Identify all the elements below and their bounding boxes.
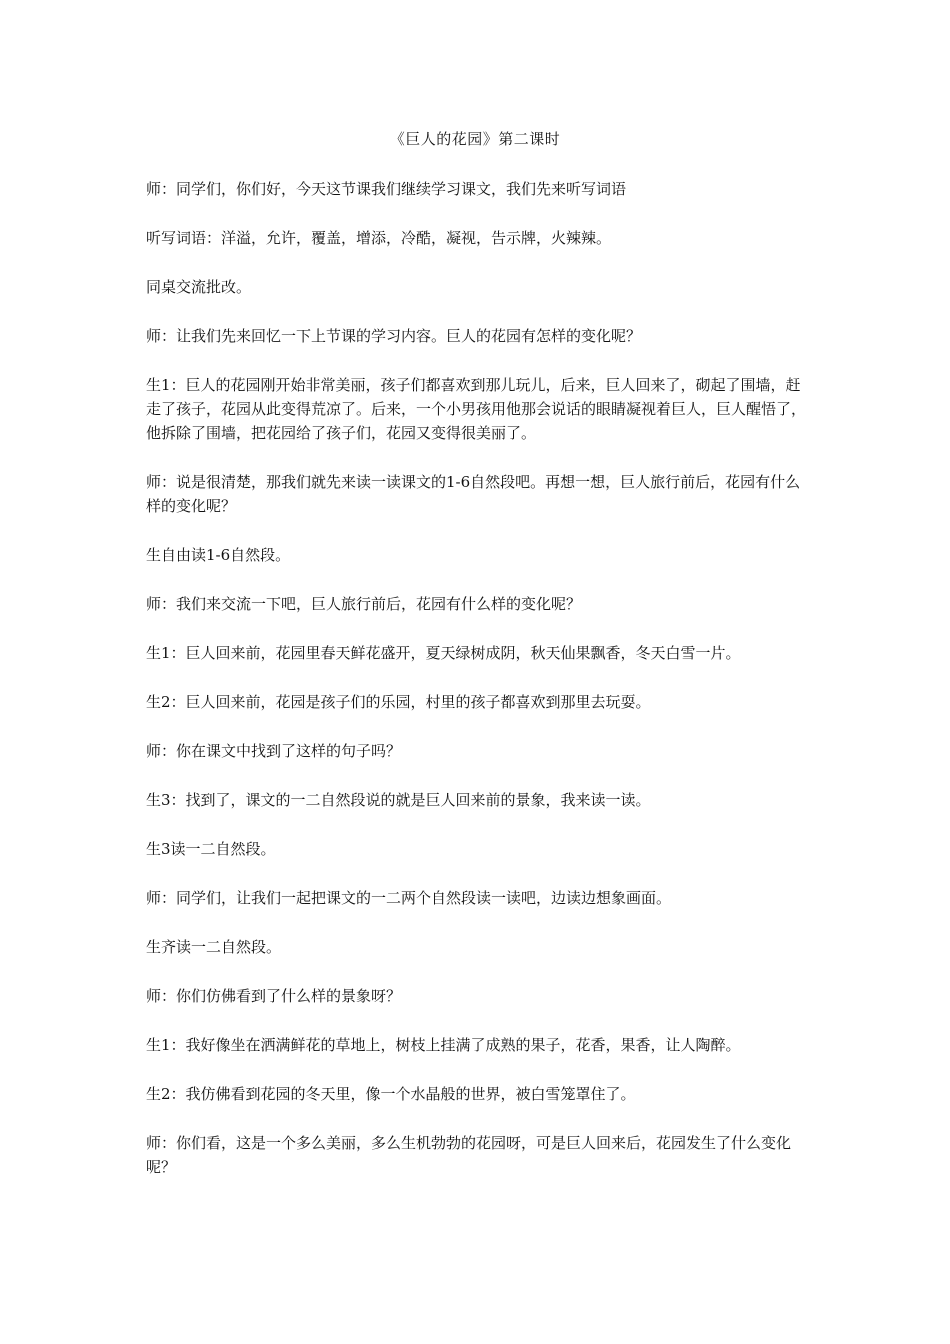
paragraph: 生1：我好像坐在洒满鲜花的草地上，树枝上挂满了成熟的果子，花香，果香，让人陶醉。	[146, 1036, 741, 1054]
paragraph: 生1：巨人的花园刚开始非常美丽，孩子们都喜欢到那儿玩儿，后来，巨人回来了，砌起了围墙，赶走了孩子，花园从此变得荒凉了。后来，一个小男孩用他那会说话的眼睛凝视着巨人，巨人醒悟了，他拆除了围墙，把花园给了孩子们，花园又变得很美丽了。	[146, 376, 807, 442]
paragraph: 师：你们看，这是一个多么美丽，多么生机勃勃的花园呀，可是巨人回来后，花园发生了什么变化呢？	[146, 1134, 792, 1176]
paragraph: 生2：我仿佛看到花园的冬天里，像一个水晶般的世界，被白雪笼罩住了。	[146, 1085, 636, 1103]
paragraph: 师：说是很清楚，那我们就先来读一读课文的1-6自然段吧。再想一想，巨人旅行前后，花园有什么样的变化呢？	[146, 473, 801, 515]
paragraph: 生1：巨人回来前，花园里春天鲜花盛开，夏天绿树成阴，秋天仙果飘香，冬天白雪一片。	[146, 644, 741, 662]
paragraph: 听写词语：洋溢，允许，覆盖，增添，冷酷，凝视，告示牌，火辣辣。	[146, 229, 612, 247]
paragraph: 师：你在课文中找到了这样的句子吗？	[146, 742, 402, 760]
paragraph: 师：同学们，你们好，今天这节课我们继续学习课文，我们先来听写词语	[146, 180, 627, 198]
paragraph: 生3：找到了，课文的一二自然段说的就是巨人回来前的景象，我来读一读。	[146, 791, 651, 809]
paragraph: 生自由读1-6自然段。	[146, 546, 291, 564]
document-title: 《巨人的花园》第二课时	[389, 130, 561, 148]
paragraph: 师：让我们先来回忆一下上节课的学习内容。巨人的花园有怎样的变化呢？	[146, 327, 642, 345]
paragraph: 同桌交流批改。	[146, 278, 252, 296]
document-body	[146, 177, 806, 1204]
paragraph: 师：同学们，让我们一起把课文的一二两个自然段读一读吧，边读边想象画面。	[146, 889, 672, 907]
paragraph: 生2：巨人回来前，花园是孩子们的乐园，村里的孩子都喜欢到那里去玩耍。	[146, 693, 651, 711]
paragraph: 师：我们来交流一下吧，巨人旅行前后，花园有什么样的变化呢？	[146, 595, 582, 613]
paragraph: 师：你们仿佛看到了什么样的景象呀？	[146, 987, 402, 1005]
paragraph: 生3读一二自然段。	[146, 840, 276, 858]
paragraph: 生齐读一二自然段。	[146, 938, 282, 956]
